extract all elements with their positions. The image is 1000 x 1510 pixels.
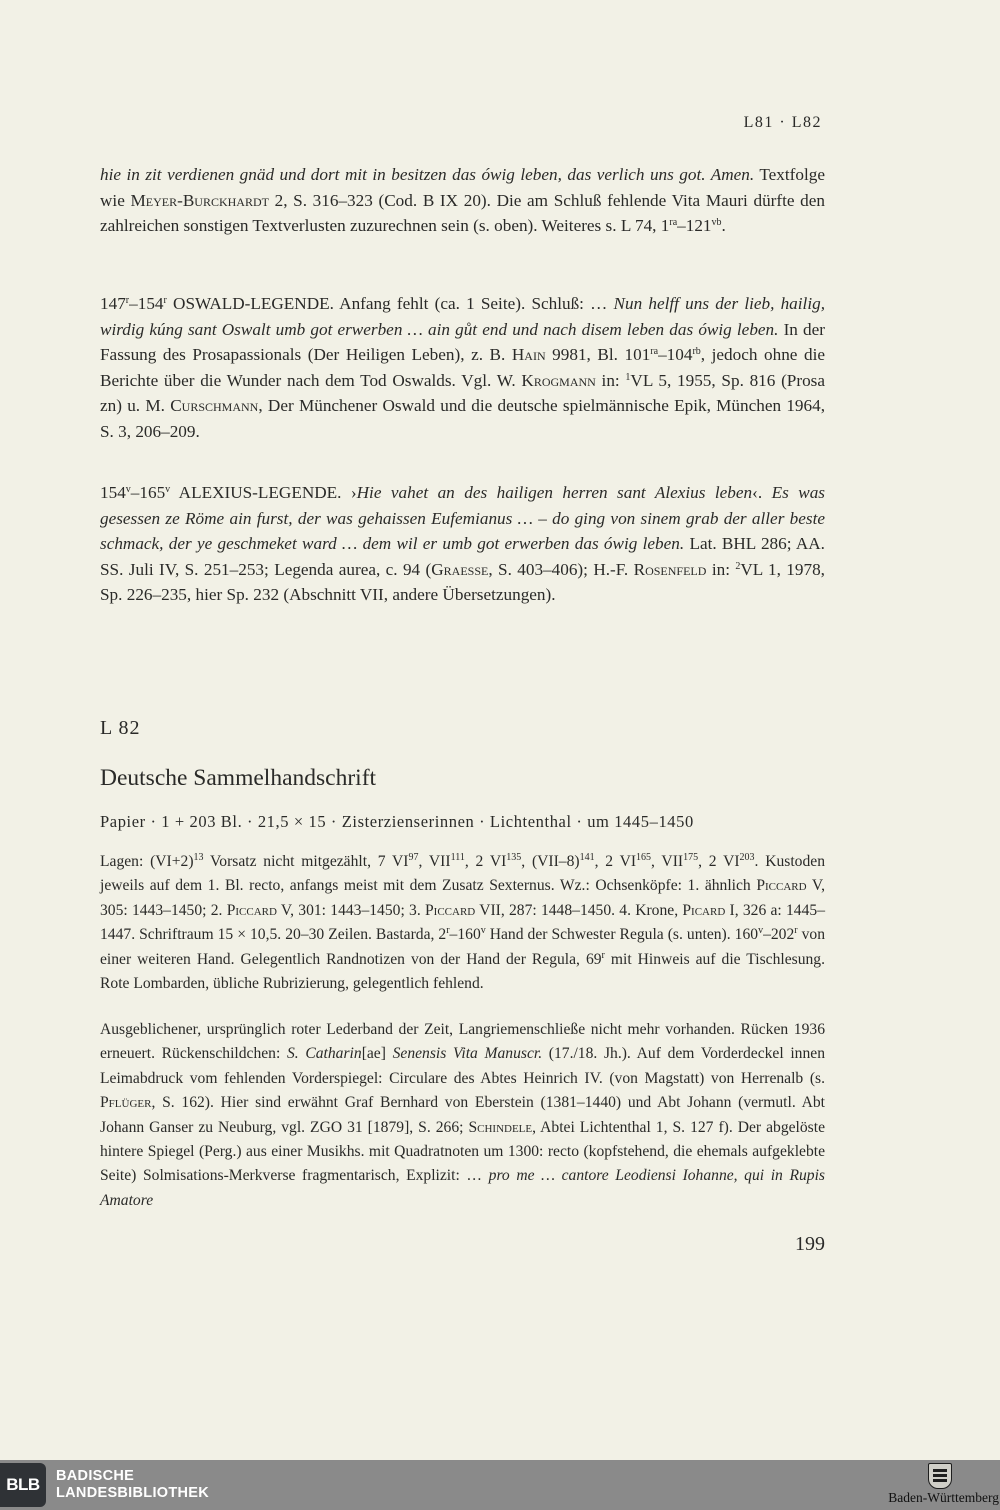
author-ref: Piccard: [226, 901, 277, 919]
author-ref: Piccard: [756, 877, 807, 895]
author-ref: Meyer-Burckhardt: [130, 190, 269, 210]
author-ref: Hain: [511, 345, 546, 365]
coat-of-arms-icon: [928, 1463, 952, 1489]
author-ref: Piccard: [424, 901, 476, 919]
section-number: L 82: [100, 717, 141, 739]
section-meta: Papier · 1 + 203 Bl. · 21,5 × 15 · Zisterzienserinnen · Lichtenthal · um 1445–1450: [100, 812, 694, 831]
quote-text: S. Catharin: [286, 1045, 362, 1063]
footer-bar: [0, 1460, 1000, 1510]
quote-text: hie in zit verdienen gnäd und dort mit in besitzen das ówig leben, das verlich uns got. Amen.: [100, 165, 755, 184]
paragraph-l81-ending: hie in zit verdienen gnäd und dort mit in besitzen das ówig leben, das verlich uns got. Amen. Textfolge wie Meyer-Burckhardt 2, S. 316–323 (Cod. B IX 20). Die am Schluß fehlende Vita Mauri dürfte den zahlreichen sonstigen Textverlusten zuzurechnen sein (s. oben). Weiteres s. L 74, $1^{ra}-121^{vb}$.: [100, 165, 825, 236]
quote-text: Nun helff uns der lieb, hailig, wirdig kúng sant Oswalt umb got erwerben … ain gůt end und nach disem leben das ówig leben.: [100, 294, 825, 339]
section-title: Deutsche Sammelhandschrift: [100, 765, 377, 791]
author-ref: Pflüger: [100, 1094, 152, 1112]
author-ref: Rosenfeld: [633, 559, 707, 579]
paragraph-binding: Ausgeblichener, ursprünglich roter Lederband der Zeit, Langriemenschließe nicht mehr vorhanden. Rücken 1936 erneuert. Rückenschildchen: S. Catharin[ae] Senensis Vita Manuscr. (17./18. Jh.). Auf dem Vorderdeckel innen Leimabdruck vom fehlenden Vorderspiegel: Circulare des Abtes Heinrich IV. (von Magstatt) von Herrenalb (s. Pflüger, S. 162). Hier sind erwähnt Graf Bernhard von Eberstein (1381–1440) und Abt Johann (vermutl. Abt Johann Ganser zu Neuburg, vgl. ZGO 31 [1879], S. 266; Schindele, Abtei Lichtenthal 1, S. 127 f). Der abgelöste hintere Spiegel (Perg.) aus einer Musikhs. mit Quadratnoten um 1300: recto (kopfstehend, die ehemals aufgeklebte Seite) Solmisations-Merkverse fragmentarisch, Explizit: … pro me … cantore Leodiensi Iohanne, qui in Rupis Amatore: [100, 1021, 825, 1209]
paragraph-codicology: Lagen: $(VI+2)^{13}$ Vorsatz nicht mitgezählt, 7 VI$^{97}$, VII$^{111}$, 2 VI$^{135}$, $(VII-8)^{141}$, 2 VI$^{165}$, VII$^{175}$, 2 VI$^{203}$. Kustoden jeweils auf dem 1. Bl. recto, anfangs meist mit dem Zusatz Sexternus. Wz.: Ochsenköpfe: 1. ähnlich Piccard V, 305: 1443–1450; 2. Piccard V, 301: 1443–1450; 3. Piccard VII, 287: 1448–1450. 4. Krone, Picard I, 326 a: 1445–1447. Schriftraum 15 × 10,5. 20–30 Zeilen. Bastarda, 2$^r$–160$^v$ Hand der Schwester Regula (s. unten). 160$^v$–202$^r$ von einer weiteren Hand. Gelegentlich Randnotizen von der Hand der Regula, 69$^r$ mit Hinweis auf die Tischlesung. Rote Lombarden, übliche Rubrizierung, gelegentlich fehlend.: [100, 852, 825, 993]
quote-text: Es was gesessen ze Röme ain furst, der was gehaissen Eufemianus … – do ging von sinem grab der aller beste schmack, der ye geschmeket ward … dem wil er umb got erwerben das ówig leben.: [100, 483, 825, 554]
library-name: BADISCHE LANDESBIBLIOTHEK: [56, 1468, 210, 1501]
author-ref: Schindele: [468, 1118, 533, 1136]
paragraph-alexius-legende: 154$^v$–165$^v$ ALEXIUS-LEGENDE. ›Hie vahet an des hailigen herren sant Alexius leben‹. Es was gesessen ze Röme ain furst, der was gehaissen Eufemianus … – do ging von sinem grab der aller beste schmack, der ye geschmeket ward … dem wil er umb got erwerben das ówig leben. Lat. BHL 286; AA. SS. Juli IV, S. 251–253; Legenda aurea, c. 94 (Graesse, S. 403–406); H.-F. Rosenfeld in: $^2$VL 1, 1978, Sp. 226–235, hier Sp. 232 (Abschnitt VII, andere Übersetzungen).: [100, 483, 825, 605]
running-head: L81 · L82: [743, 114, 822, 131]
paragraph-oswald-legende: 147$^r$–154$^r$ OSWALD-LEGENDE. Anfang fehlt (ca. 1 Seite). Schluß: … Nun helff uns der lieb, hailig, wirdig kúng sant Oswalt umb got erwerben … ain gůt end und nach disem leben das ówig leben. In der Fassung des Prosapassionals (Der Heiligen Leben), z. B. Hain 9981, Bl. $101^{ra}-104^{rb}$, jedoch ohne die Berichte über die Wunder nach dem Tod Oswalds. Vgl. W. Krogmann in: $^1$VL 5, 1955, Sp. 816 (Prosa zn) u. M. Curschmann, Der Münchener Oswald und die deutsche spielmännische Epik, München 1964, S. 3, 206–209.: [100, 294, 826, 441]
author-ref: Graesse: [431, 559, 489, 579]
quote-text: pro me … cantore Leodiensi Iohanne, qui in Rupis Amatore: [100, 1167, 825, 1209]
blb-logo[interactable]: BLB: [0, 1463, 46, 1507]
author-ref: Krogmann: [521, 370, 596, 390]
page-number: 199: [795, 1233, 825, 1255]
author-ref: Picard: [682, 901, 726, 919]
quote-text: Senensis Vita Manuscr.: [392, 1045, 543, 1063]
author-ref: Curschmann: [170, 396, 259, 416]
quote-text: Hie vahet an des hailigen herren sant Alexius leben: [356, 483, 753, 502]
state-name: Baden-Württemberg: [888, 1490, 999, 1505]
